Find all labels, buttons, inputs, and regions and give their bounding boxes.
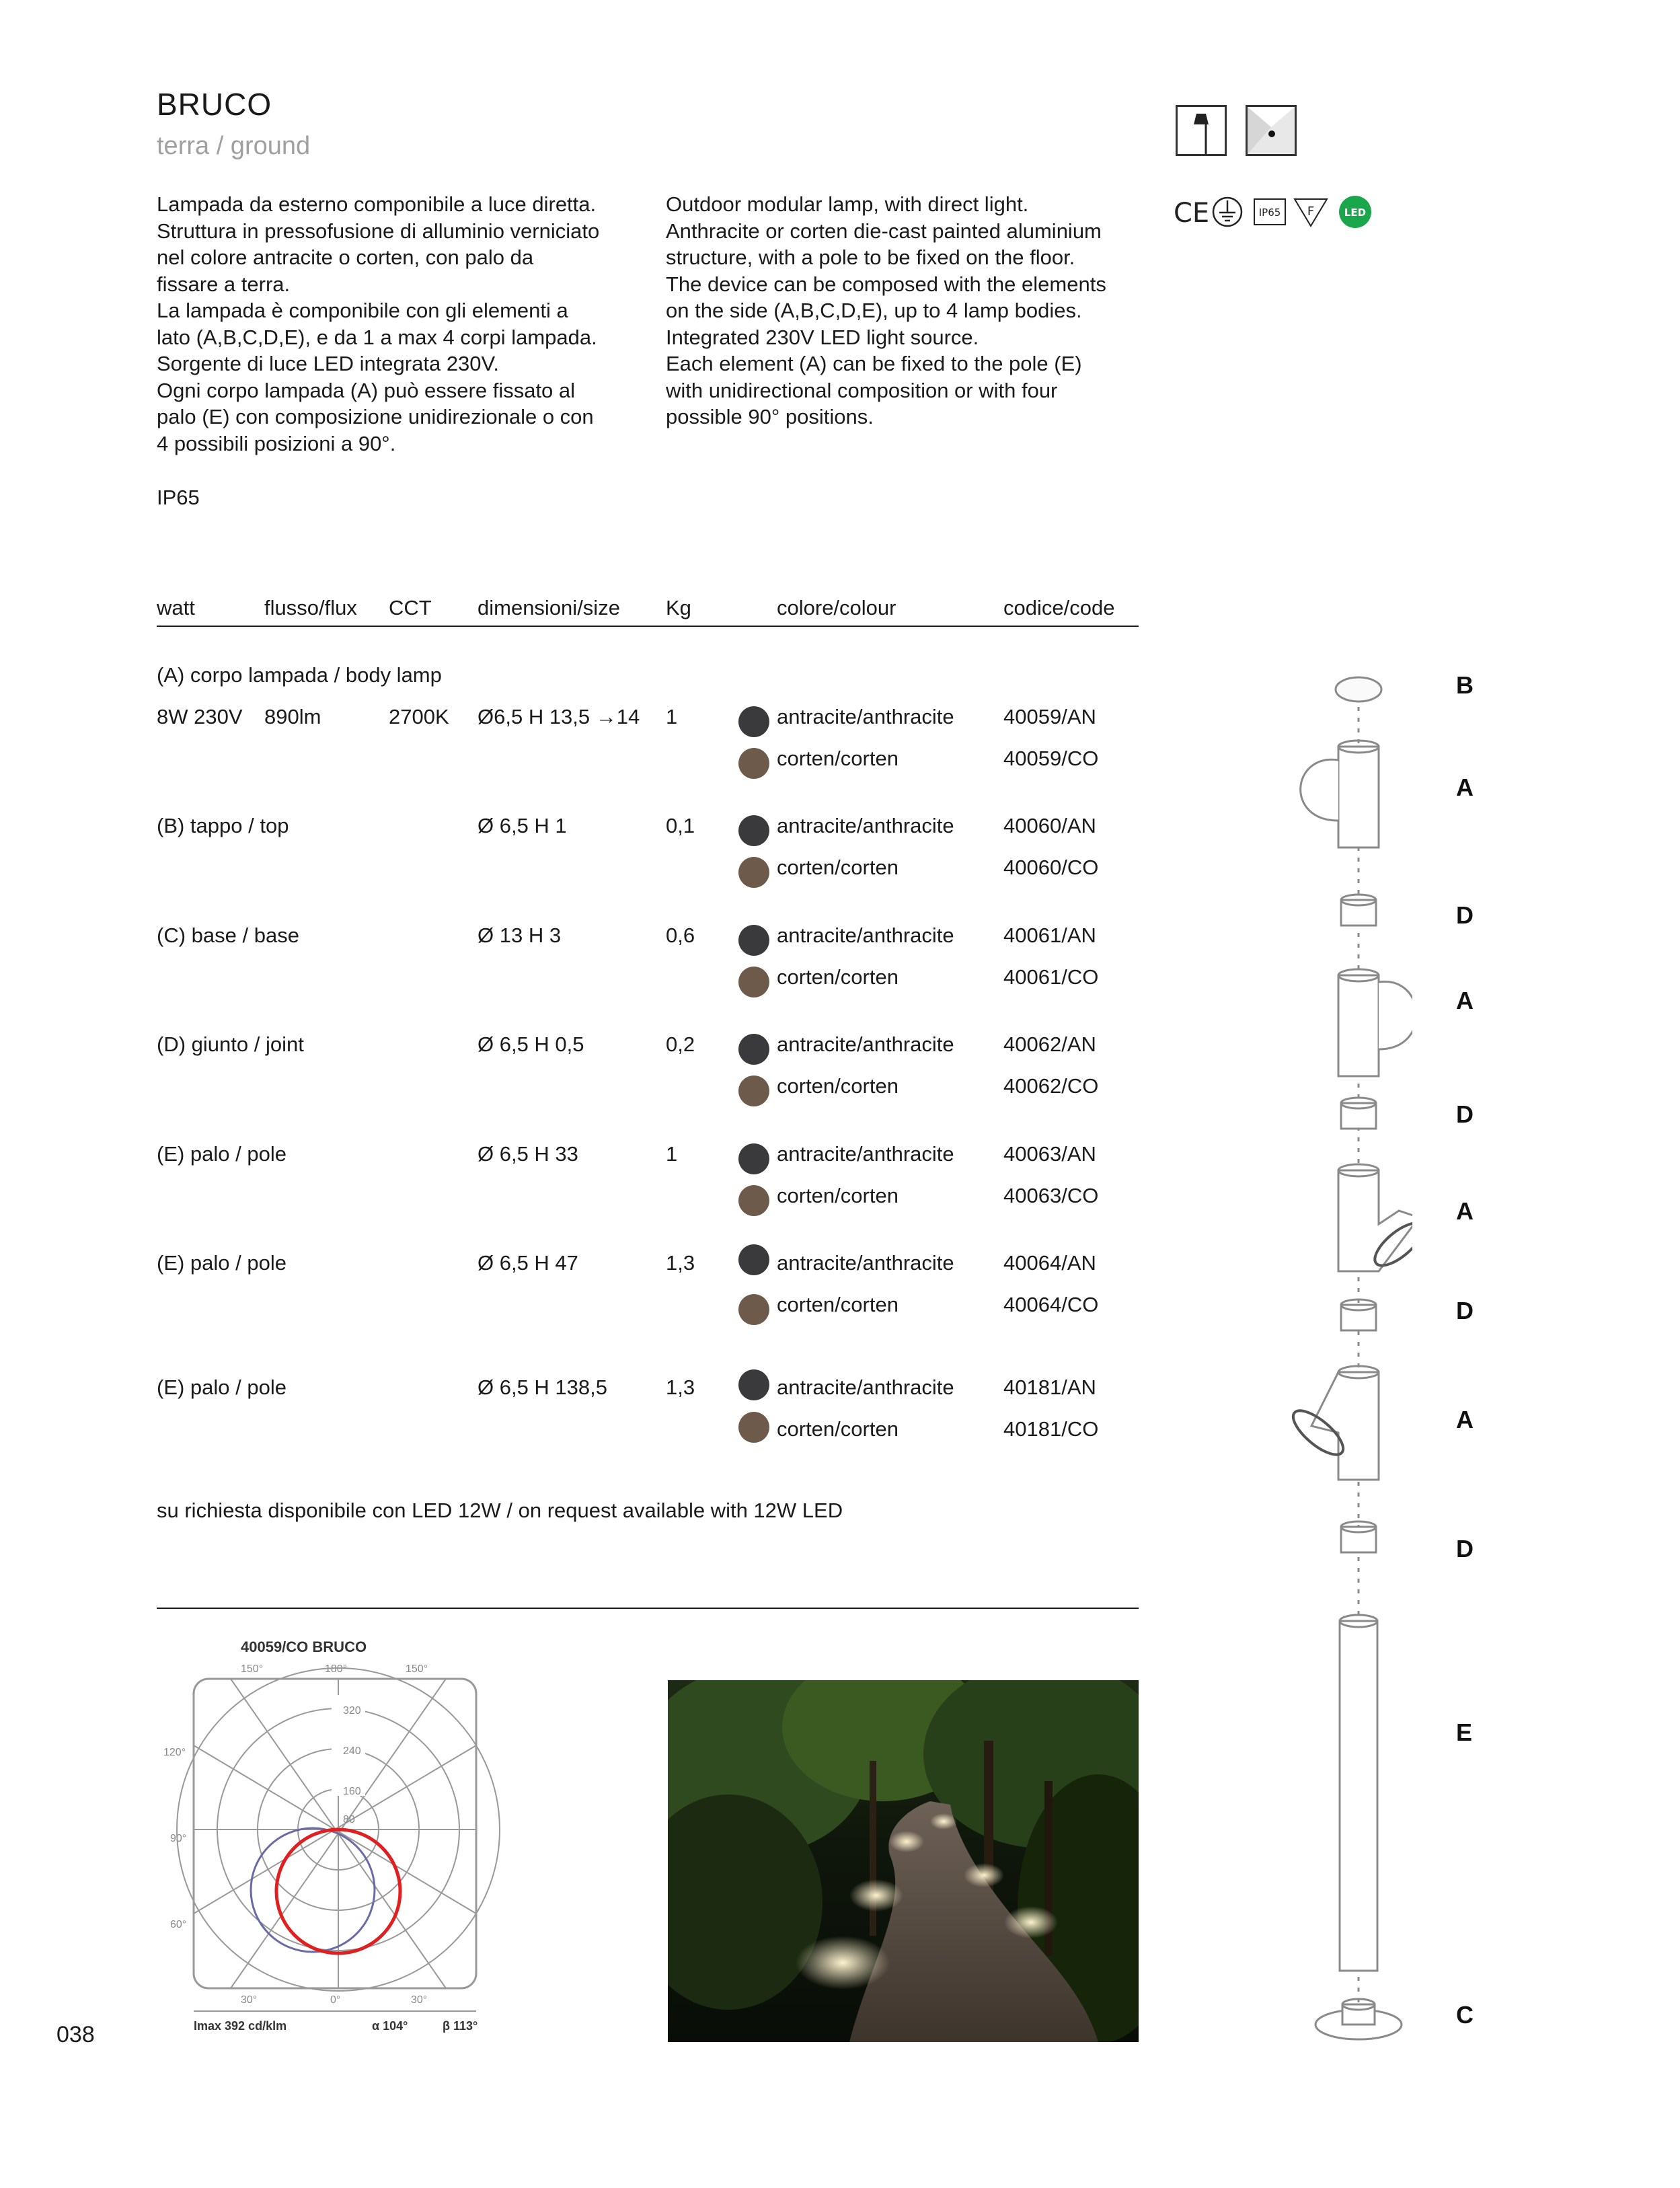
corten-swatch <box>738 1185 769 1216</box>
corten-swatch <box>738 1412 769 1443</box>
cell-colour: corten/corten <box>777 1293 899 1316</box>
cell-code: 40061/AN <box>1003 923 1096 947</box>
component-label: D <box>1456 1100 1474 1128</box>
cell-colour: antracite/anthracite <box>777 1032 954 1056</box>
cell-size: Ø 6,5 H 0,5 <box>478 1032 584 1056</box>
component-label: A <box>1456 1197 1474 1225</box>
component-label: D <box>1456 901 1474 929</box>
cell-kg: 0,6 <box>666 923 695 947</box>
cell-code: 40060/AN <box>1003 814 1096 837</box>
description-line: structure, with a pole to be fixed on the floor. <box>666 246 1075 269</box>
cell-code: 40181/CO <box>1003 1417 1099 1441</box>
description-line: Outdoor modular lamp, with direct light. <box>666 192 1029 216</box>
component-label: C <box>1456 2001 1474 2029</box>
corten-swatch <box>738 857 769 888</box>
cell-colour: corten/corten <box>777 1074 899 1098</box>
cell-size: Ø 6,5 H 1 <box>478 814 567 837</box>
anthracite-swatch <box>738 1369 769 1400</box>
photometric-diagram <box>157 1628 506 2058</box>
description-line: The device can be composed with the elements <box>666 272 1106 296</box>
component-label: A <box>1456 774 1474 801</box>
corten-swatch <box>738 967 769 997</box>
cell-size: Ø 6,5 H 47 <box>478 1251 578 1275</box>
cell-colour: antracite/anthracite <box>777 1375 954 1399</box>
description-line: Lampada da esterno componibile a luce diretta. <box>157 192 597 216</box>
cell-watt: 8W 230V <box>157 705 243 728</box>
cell-size: Ø6,5 H 13,5 →14 <box>478 705 640 728</box>
description-line: Integrated 230V LED light source. <box>666 325 979 349</box>
cell-kg: 0,2 <box>666 1032 695 1056</box>
anthracite-swatch <box>738 1034 769 1065</box>
cell-code: 40060/CO <box>1003 856 1099 879</box>
cell-colour: corten/corten <box>777 856 899 879</box>
product-subtitle: terra / ground <box>157 132 311 160</box>
anthracite-swatch <box>738 1143 769 1174</box>
description-line: fissare a terra. <box>157 272 291 296</box>
cell-colour: antracite/anthracite <box>777 814 954 837</box>
angle-label: 90° <box>170 1833 187 1844</box>
svg-text:F: F <box>1307 204 1315 219</box>
angle-label: 30° <box>241 1994 258 2006</box>
svg-text:IP65: IP65 <box>1258 206 1281 219</box>
cell-kg: 1,3 <box>666 1251 695 1275</box>
radial-label: 160 <box>343 1786 361 1797</box>
component-label: B <box>1456 671 1474 699</box>
component-label: A <box>1456 1406 1474 1433</box>
ce-mark-icon: CE <box>1174 198 1210 229</box>
cell-code: 40064/CO <box>1003 1293 1099 1316</box>
cell-code: 40061/CO <box>1003 965 1099 989</box>
component-label: D <box>1456 1297 1474 1324</box>
beta-label: β 113° <box>443 2019 478 2033</box>
availability-note: su richiesta disponibile con LED 12W / on request available with 12W LED <box>157 1499 843 1522</box>
ambient-night-photo <box>668 1680 1139 2042</box>
anthracite-swatch <box>738 925 769 956</box>
description-line: Each element (A) can be fixed to the pole (E) <box>666 352 1082 375</box>
anthracite-swatch <box>738 1244 769 1275</box>
description-english <box>666 191 1106 430</box>
angle-label: 120° <box>163 1747 186 1758</box>
imax-label: Imax 392 cd/klm <box>194 2019 287 2033</box>
col-header-size: dimensioni/size <box>478 596 620 619</box>
cell-colour: antracite/anthracite <box>777 1142 954 1166</box>
angle-label: 150° <box>241 1663 264 1675</box>
col-header-colour: colore/colour <box>777 596 896 619</box>
radial-label: 240 <box>343 1745 361 1757</box>
cell-kg: 1 <box>666 1142 678 1166</box>
description-line: on the side (A,B,C,D,E), up to 4 lamp bodies. <box>666 299 1082 322</box>
anthracite-swatch <box>738 815 769 846</box>
col-header-flux: flusso/flux <box>264 596 357 619</box>
product-title: BRUCO <box>157 87 272 122</box>
cell-name: (E) palo / pole <box>157 1251 287 1275</box>
table-header-rule <box>157 626 1139 627</box>
cell-colour: corten/corten <box>777 965 899 989</box>
description-line: Struttura in pressofusione di alluminio verniciato <box>157 219 600 243</box>
led-badge-icon <box>1339 196 1371 228</box>
cell-code: 40059/CO <box>1003 747 1099 770</box>
corten-swatch <box>738 748 769 779</box>
cell-code: 40062/AN <box>1003 1032 1096 1056</box>
corten-swatch <box>738 1076 769 1106</box>
cell-code: 40064/AN <box>1003 1251 1096 1275</box>
certification-icons <box>1174 195 1382 233</box>
cell-code: 40181/AN <box>1003 1375 1096 1399</box>
col-header-code: codice/code <box>1003 596 1115 619</box>
col-header-watt: watt <box>157 596 195 619</box>
cell-code: 40063/AN <box>1003 1142 1096 1166</box>
ip-rating: IP65 <box>157 486 200 509</box>
angle-label: 180° <box>325 1663 348 1675</box>
cell-kg: 1 <box>666 705 678 728</box>
component-label: D <box>1456 1535 1474 1562</box>
floor-lamp-icon <box>1176 105 1227 156</box>
f-mark-icon <box>1295 199 1327 226</box>
anthracite-swatch <box>738 706 769 737</box>
cell-kg: 1,3 <box>666 1375 695 1399</box>
cell-name: (E) palo / pole <box>157 1142 287 1166</box>
cell-colour: antracite/anthracite <box>777 923 954 947</box>
description-line: La lampada è componibile con gli elementi a <box>157 299 568 322</box>
cell-cct: 2700K <box>389 705 449 728</box>
angle-label: 150° <box>406 1663 428 1675</box>
ip65-badge-icon <box>1254 199 1285 225</box>
radial-label: 320 <box>343 1705 361 1717</box>
description-line: Sorgente di luce LED integrata 230V. <box>157 352 499 375</box>
cell-name: (D) giunto / joint <box>157 1032 304 1056</box>
cell-code: 40062/CO <box>1003 1074 1099 1098</box>
description-line: palo (E) con composizione unidirezionale o con <box>157 405 594 428</box>
description-line: 4 possibili posizioni a 90°. <box>157 431 396 455</box>
cell-colour: corten/corten <box>777 747 899 770</box>
corten-swatch <box>738 1294 769 1325</box>
section-divider <box>157 1608 1139 1609</box>
cell-colour: corten/corten <box>777 1184 899 1207</box>
col-header-kg: Kg <box>666 596 691 619</box>
section-label: (A) corpo lampada / body lamp <box>157 663 442 687</box>
cell-colour: corten/corten <box>777 1417 899 1441</box>
description-line: Anthracite or corten die-cast painted aluminium <box>666 219 1102 243</box>
description-line: with unidirectional composition or with four <box>666 378 1058 402</box>
exploded-view-drawing <box>1264 666 1412 2078</box>
cell-size: Ø 6,5 H 138,5 <box>478 1375 608 1399</box>
cell-name: (E) palo / pole <box>157 1375 287 1399</box>
cell-colour: antracite/anthracite <box>777 705 954 728</box>
diagram-title: 40059/CO BRUCO <box>241 1638 367 1655</box>
angle-label: 60° <box>170 1919 187 1930</box>
cell-code: 40059/AN <box>1003 705 1096 728</box>
cell-name: (B) tappo / top <box>157 814 289 837</box>
cell-size: Ø 13 H 3 <box>478 923 562 947</box>
page-number: 038 <box>56 2022 95 2047</box>
svg-text:LED: LED <box>1344 206 1367 219</box>
description-line: Ogni corpo lampada (A) può essere fissato al <box>157 378 576 402</box>
description-line: possible 90° positions. <box>666 405 874 428</box>
cell-kg: 0,1 <box>666 814 695 837</box>
cell-colour: antracite/anthracite <box>777 1251 954 1275</box>
cell-size: Ø 6,5 H 33 <box>478 1142 578 1166</box>
cell-flux: 890lm <box>264 705 321 728</box>
description-italian <box>157 191 599 457</box>
alpha-label: α 104° <box>372 2019 408 2033</box>
angle-label: 0° <box>330 1994 341 2006</box>
angle-label: 30° <box>411 1994 428 2006</box>
component-label: E <box>1456 1719 1473 1746</box>
radial-label: 80 <box>343 1814 355 1825</box>
cell-code: 40063/CO <box>1003 1184 1099 1207</box>
description-line: lato (A,B,C,D,E), e da 1 a max 4 corpi lampada. <box>157 325 597 349</box>
cell-name: (C) base / base <box>157 923 299 947</box>
col-header-cct: CCT <box>389 596 432 619</box>
earth-ground-icon <box>1213 198 1242 226</box>
description-line: nel colore antracite o corten, con palo da <box>157 246 534 269</box>
curve-c90 <box>251 1828 375 1952</box>
component-label: A <box>1456 987 1474 1014</box>
direct-light-icon <box>1246 105 1297 156</box>
